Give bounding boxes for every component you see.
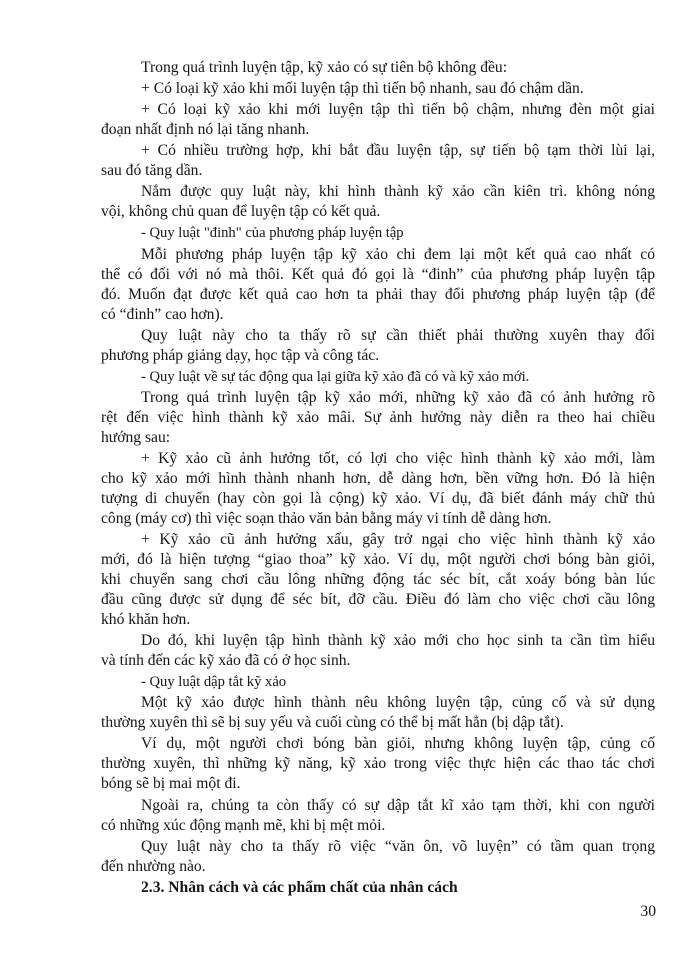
paragraph [101, 672, 655, 692]
text-line: Quy luật này cho ta thấy rõ sự cần thiết phải thường xuyên thay đổi [141, 326, 655, 344]
paragraph [101, 734, 655, 794]
text-line: thường xuyên, thì những kỹ năng, kỹ xảo trong việc thực hiện các thao tác chơi [101, 755, 655, 773]
text-line: Ngoài ra, chúng ta còn thấy có sự dập tắt kĩ xảo tạm thời, khi con người [141, 796, 655, 814]
text-line: Nắm được quy luật này, khi hình thành kỹ xảo cần kiên trì. không nóng [141, 183, 655, 201]
text-line: mới, đó là hiện tượng “giao thoa” kỹ xảo. Ví dụ, một người chơi bóng bàn giỏi, [101, 551, 655, 569]
text-line: hướng sau: [101, 428, 171, 446]
text-line: + Có nhiều trường hợp, khi bắt đầu luyện tập, sự tiến bộ tạm thời lùi lại, [141, 142, 655, 160]
paragraph [101, 796, 655, 836]
page-number: 30 [640, 903, 656, 920]
paragraph [101, 837, 655, 877]
text-line: rệt đến việc hình thành kỹ xảo mâi. Sự ảnh hưởng này diễn ra theo hai chiều [101, 408, 655, 426]
text-line: + Kỹ xảo cũ ảnh hưởng xấu, gây trở ngại cho việc hình thành kỹ xảo [141, 531, 655, 549]
text-line: thường xuyên thì sẽ bị suy yếu và cuối cùng có thể bị mất hẳn (bị dập tắt). [101, 714, 564, 732]
text-line: Do đó, khi luyện tập hình thành kỹ xảo mới cho học sinh ta cần tìm hiểu [141, 632, 655, 650]
section-heading [101, 878, 655, 898]
text-line: - Quy luật về sự tác động qua lại giữa kỹ xảo đã có và kỹ xảo mới. [141, 368, 530, 385]
text-line: đoạn nhất định nó lại tăng nhanh. [101, 121, 310, 139]
paragraph [101, 388, 655, 448]
paragraph [101, 449, 655, 529]
text-line: Trong quá trình luyện tập, kỹ xảo có sự tiên bộ không đều: [141, 59, 508, 76]
text-line: + Có loại kỹ xảo khi mới luyện tập thì tiến bộ chậm, nhưng đèn một giai [141, 101, 655, 119]
paragraph [101, 182, 655, 222]
text-line: + Có loại kỹ xảo khi mối luyện tập thì tiến bộ nhanh, sau đó chậm dần. [141, 80, 584, 98]
text-line: Ví dụ, một người chơi bóng bàn giỏi, nhưng không luyện tập, củng cố [141, 735, 655, 753]
text-line: Trong quá trình luyện tập kỹ xảo mới, những kỹ xảo đã có ảnh hưởng rõ [141, 388, 655, 406]
text-line: thể có đối với nó mà thôi. Kết quả đó gọi là “đinh” của phương pháp luyện tập [101, 265, 655, 283]
paragraph [101, 367, 655, 387]
paragraph [101, 223, 655, 243]
text-line: có “đinh” cao hơn). [101, 305, 224, 323]
text-line: cho kỹ xảo mới hình thành nhanh hơn, dễ dàng hơn, bền vững hơn. Đó là hiện [101, 469, 655, 487]
paragraph [101, 58, 655, 78]
paragraph [101, 693, 655, 733]
text-line: khó khăn hơn. [101, 611, 191, 629]
text-line: có những xúc động mạnh mẽ, khi bị mệt mỏi. [101, 816, 386, 834]
paragraph [101, 245, 655, 325]
text-line: - Quy luật dập tắt kỹ xảo [141, 674, 287, 691]
text-line: - Quy luật "đinh" của phương pháp luyện tập [141, 225, 404, 242]
text-line: + Kỹ xảo cũ ảnh hưởng tốt, có lợi cho việc hình thành kỹ xảo mới, làm [141, 449, 655, 467]
paragraph [101, 530, 655, 630]
text-line: khi chuyển sang chơi cầu lông những động tác séc bít, cắt xoáy bóng bàn lúc [101, 571, 655, 589]
text-line: Mỗi phương pháp luyện tập kỹ xảo chi đem lại một kết quả cao nhất có [141, 245, 655, 263]
text-line: 2.3. Nhân cách và các phẩm chất của nhân cách [141, 878, 458, 896]
paragraph [101, 79, 655, 99]
paragraph [101, 100, 655, 140]
text-line: và tính đến các kỹ xảo đã có ở học sinh. [101, 652, 351, 670]
paragraph [101, 141, 655, 181]
text-line: tượng di chuyển (hay còn gọi là cộng) kỹ xảo. Ví dụ, đã biết đánh máy chữ thủ [101, 489, 655, 507]
text-line: đến nhường nào. [101, 857, 206, 875]
text-line: bóng sẽ bị mai một đi. [101, 775, 241, 793]
text-line: công (máy cơ) thì việc soạn thảo văn bản bằng máy vi tính dễ dàng hơn. [101, 509, 552, 527]
text-line: đầu cũng được sử dụng để séc bít, đỡ cầu. Điều đó làm cho việc chơi cầu lông [101, 591, 655, 609]
text-line: vội, không chủ quan để luyện tập có kết quả. [101, 203, 381, 221]
text-line: Một kỹ xảo được hình thành nêu không luyện tập, củng cố và sử dụng [141, 694, 655, 712]
text-line: sau đó tăng dần. [101, 162, 203, 180]
document-body [101, 58, 655, 899]
text-line: Quy luật này cho ta thấy rõ việc “văn ôn, võ luyện” có tầm quan trọng [141, 837, 655, 855]
paragraph [101, 631, 655, 671]
text-line: đó. Muốn đạt được kết quả cao hơn ta phải thay đổi phương pháp luyện tập (để [101, 285, 655, 303]
paragraph [101, 326, 655, 366]
text-line: phương pháp giảng dạy, học tập và công tác. [101, 346, 380, 364]
